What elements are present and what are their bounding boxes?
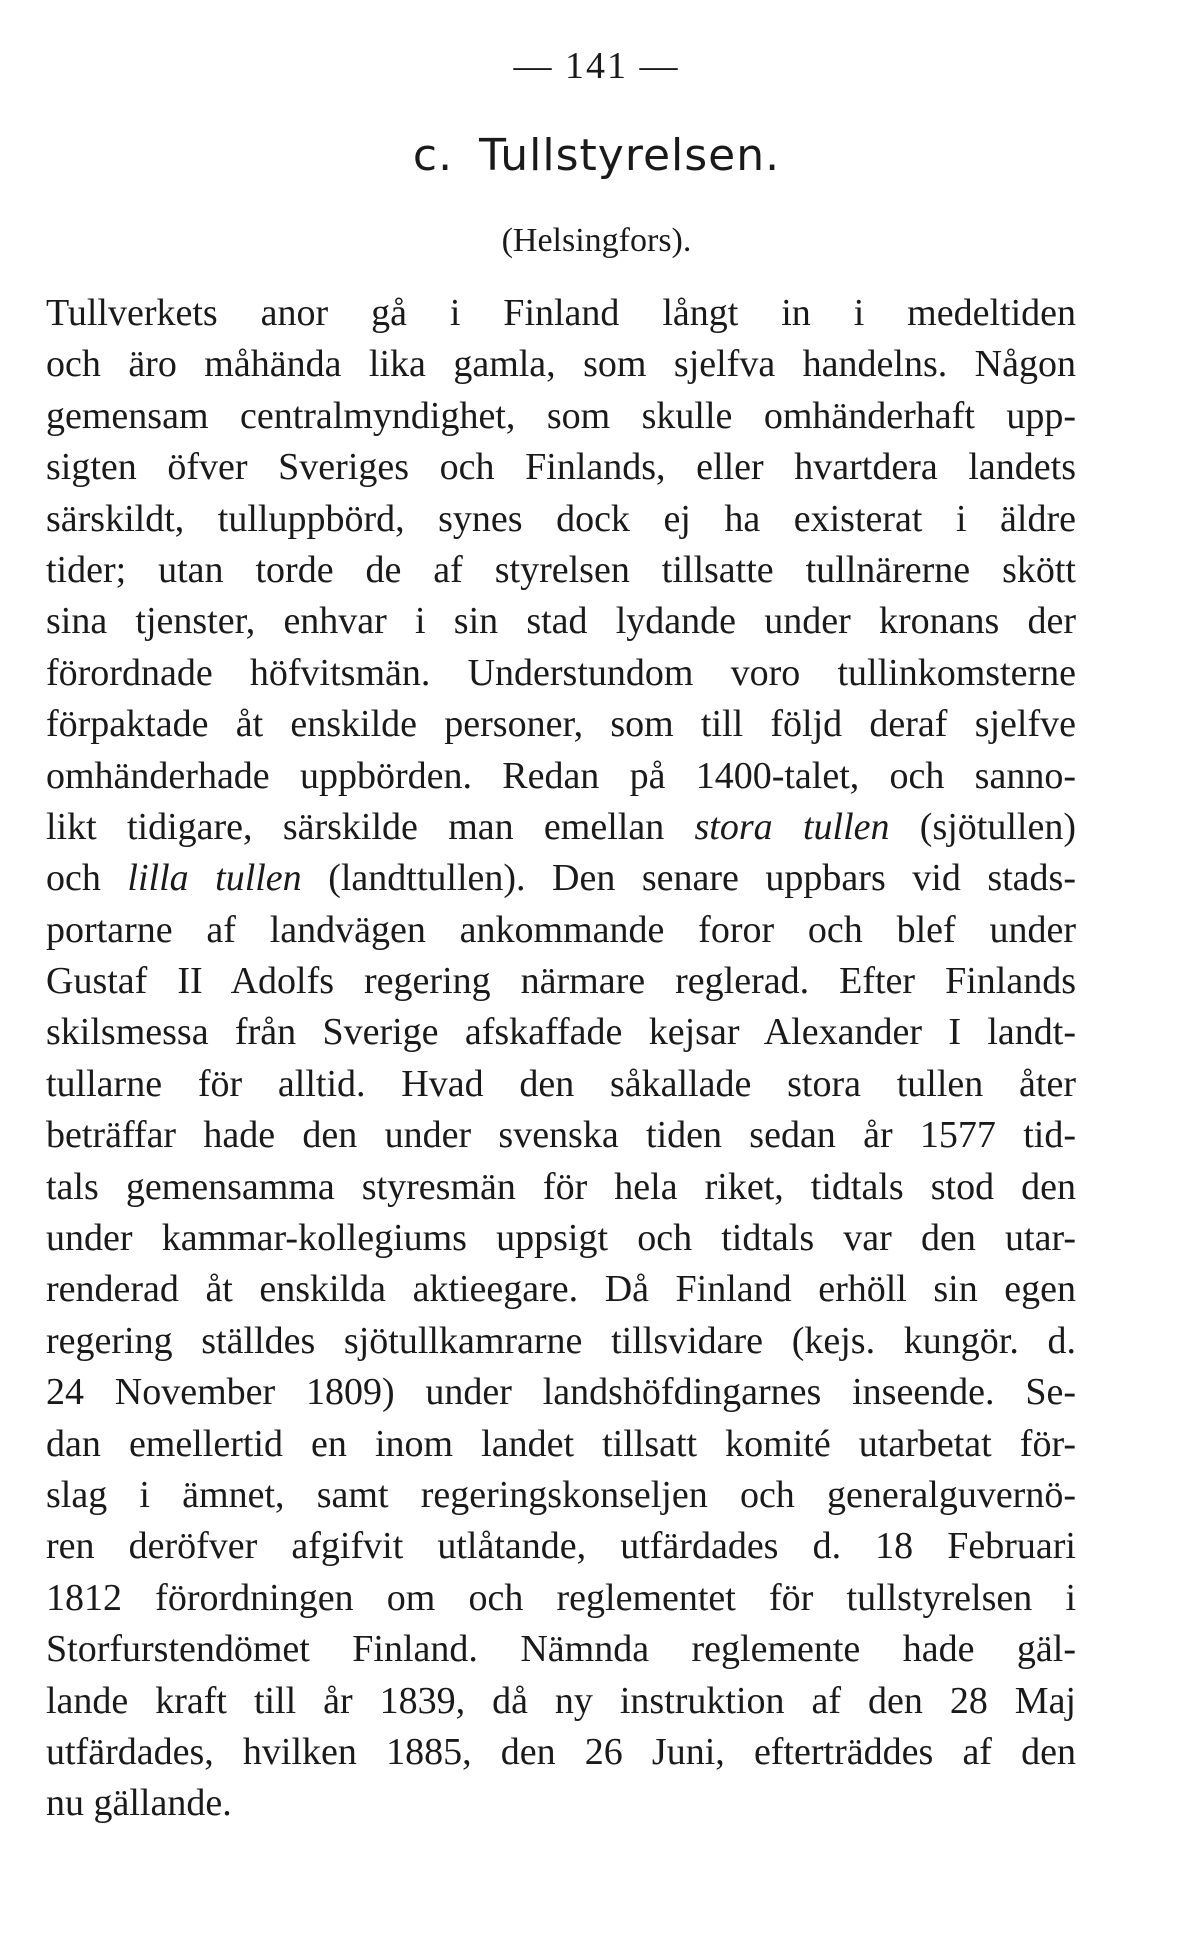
text-line: sina tjenster, enhvar i sin stad lydande under kronans der [46,600,1076,643]
section-title: Tullstyrelsen. [479,130,781,181]
text-line: ren deröfver afgifvit utlåtande, utfärdades d. 18 Februari [46,1525,1076,1568]
text-line: dan emellertid en inom landet tillsatt komité utarbetat för- [46,1422,1076,1465]
text-line: Storfurstendömet Finland. Nämnda reglemente hade gäl- [46,1628,1076,1671]
text-line: skilsmessa från Sverige afskaffade kejsar Alexander I landt- [46,1011,1076,1054]
text-line: Gustaf II Adolfs regering närmare reglerad. Efter Finlands [46,960,1076,1003]
text-line: beträffar hade den under svenska tiden sedan år 1577 tid- [46,1114,1076,1157]
section-letter: c. [412,130,454,181]
text-line: lande kraft till år 1839, då ny instruktion af den 28 Maj [46,1679,1076,1722]
text-line: slag i ämnet, samt regeringskonseljen och generalguvernö- [46,1473,1076,1516]
body-paragraph [46,288,1076,1830]
text-line: nu gällande. [46,1782,232,1825]
text-segment: och [46,857,128,900]
text-line: 24 November 1809) under landshöfdingarnes inseende. Se- [46,1371,1076,1414]
text-line: särskildt, tulluppbörd, synes dock ej ha existerat i äldre [46,497,1076,540]
text-line [46,802,1076,853]
text-line: Tullverkets anor gå i Finland långt in i medeltiden [46,292,1076,334]
text-segment: (landttullen). Den senare uppbars vid stads- [301,857,1076,900]
text-line: gemensam centralmyndighet, som skulle omhänderhaft upp- [46,394,1076,437]
text-line: tider; utan torde de af styrelsen tillsatte tullnärerne skött [46,548,1076,591]
text-line: renderad åt enskilda aktieegare. Då Finland erhöll sin egen [46,1268,1076,1311]
text-line: utfärdades, hvilken 1885, den 26 Juni, efterträddes af den [46,1730,1076,1773]
text-line: förordnade höfvitsmän. Understundom voro tullinkomsterne [46,651,1076,694]
section-heading [0,130,1193,181]
italic-term: lilla tullen [127,857,302,900]
text-line: portarne af landvägen ankommande foror och blef under [46,908,1076,951]
text-line: sigten öfver Sveriges och Finlands, eller hvartdera landets [46,446,1076,489]
text-line: förpaktade åt enskilde personer, som till följd deraf sjelfve [46,703,1076,746]
italic-term: stora tullen [694,805,890,848]
section-location: (Helsingfors). [501,222,692,259]
page-number: — 141 — [513,45,680,87]
text-line: och äro måhända lika gamla, som sjelfva handelns. Någon [46,343,1076,386]
text-line: 1812 förordningen om och reglementet för tullstyrelsen i [46,1576,1076,1619]
text-line: tullarne för alltid. Hvad den såkallade stora tullen åter [46,1062,1076,1105]
text-line: regering ställdes sjötullkamrarne tillsvidare (kejs. kungör. d. [46,1319,1076,1362]
text-line [46,853,1076,904]
text-segment: likt tidigare, särskilde man emellan [46,805,695,848]
text-line: under kammar-kollegiums uppsigt och tidtals var den utar- [46,1217,1076,1260]
text-line: tals gemensamma styresmän för hela riket, tidtals stod den [46,1165,1076,1208]
text-segment: (sjötullen) [889,805,1076,848]
text-line: omhänderhade uppbörden. Redan på 1400-talet, och sanno- [46,754,1076,797]
